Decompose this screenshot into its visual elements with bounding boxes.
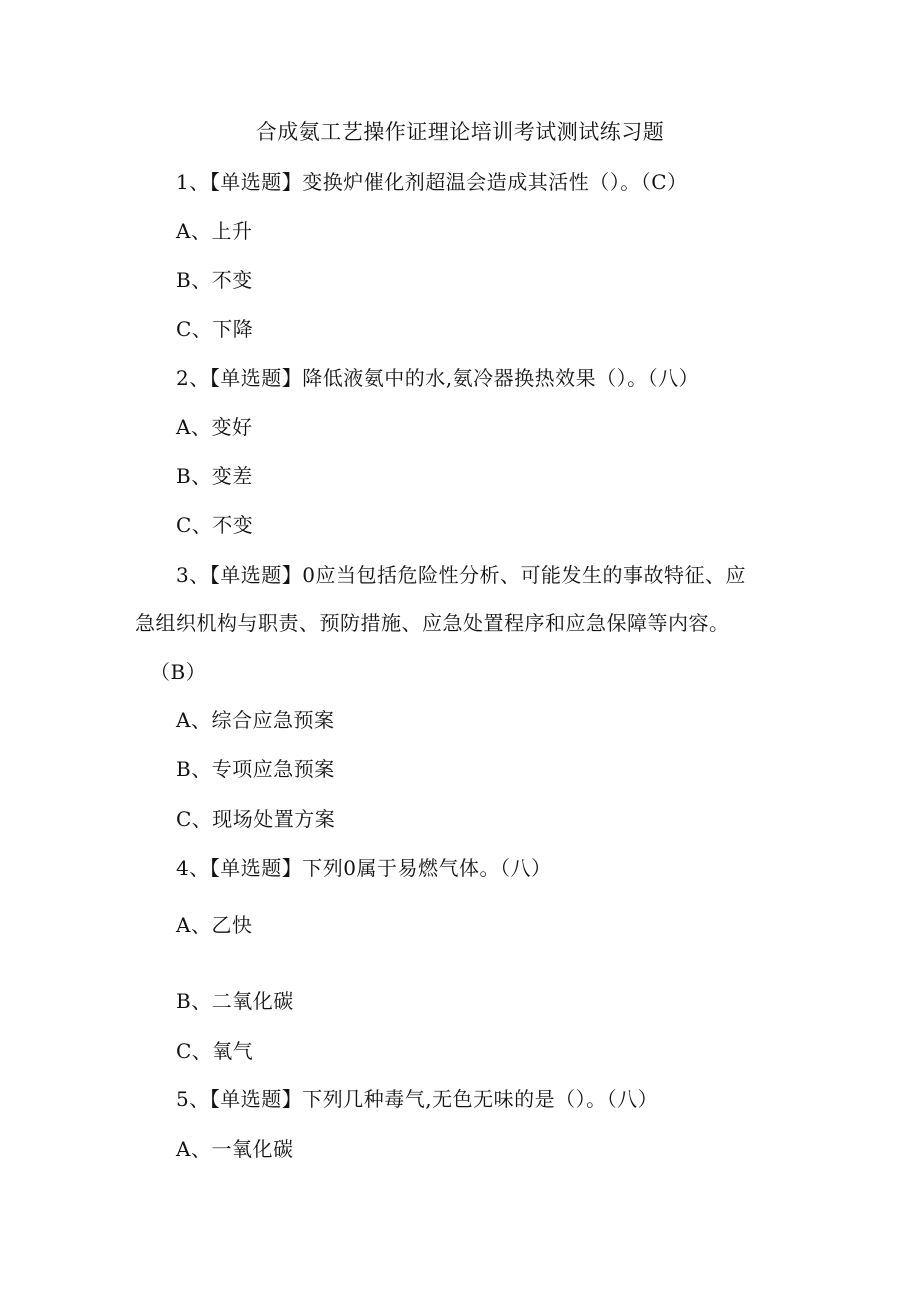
question-1-option-c: C、下降 bbox=[176, 317, 254, 341]
question-1-stem: 1、【单选题】变换炉催化剂超温会造成其活性（）。（C） bbox=[176, 170, 688, 194]
question-3-stem: 3、【单选题】0应当包括危险性分析、可能发生的事故特征、应 bbox=[176, 563, 746, 587]
question-4-stem: 4、【单选题】下列0属于易燃气体。（八） bbox=[176, 856, 552, 880]
question-3-answer: （B） bbox=[150, 660, 207, 684]
question-2-option-c: C、不变 bbox=[176, 513, 254, 537]
question-2-stem: 2、【单选题】降低液氨中的水,氨冷器换热效果（）。（八） bbox=[176, 366, 700, 390]
question-3-option-c: C、现场处置方案 bbox=[176, 807, 336, 831]
question-4-option-b: B、二氧化碳 bbox=[176, 989, 294, 1013]
question-1-option-a: A、上升 bbox=[176, 219, 253, 243]
question-2-option-b: B、变差 bbox=[176, 464, 253, 488]
question-5-stem: 5、【单选题】下列几种毒气,无色无味的是（）。（八） bbox=[176, 1087, 659, 1111]
question-4-option-a: A、乙快 bbox=[176, 913, 253, 937]
question-2-option-a: A、变好 bbox=[176, 415, 253, 439]
question-3-option-a: A、综合应急预案 bbox=[176, 708, 335, 732]
question-3-stem-continued: 急组织机构与职责、预防措施、应急处置程序和应急保障等内容。 bbox=[135, 611, 730, 635]
question-1-option-b: B、不变 bbox=[176, 268, 253, 292]
question-3-option-b: B、专项应急预案 bbox=[176, 757, 335, 781]
question-4-option-c: C、氧气 bbox=[176, 1039, 254, 1063]
question-5-option-a: A、一氧化碳 bbox=[176, 1137, 294, 1161]
page-title: 合成氨工艺操作证理论培训考试测试练习题 bbox=[255, 120, 665, 144]
